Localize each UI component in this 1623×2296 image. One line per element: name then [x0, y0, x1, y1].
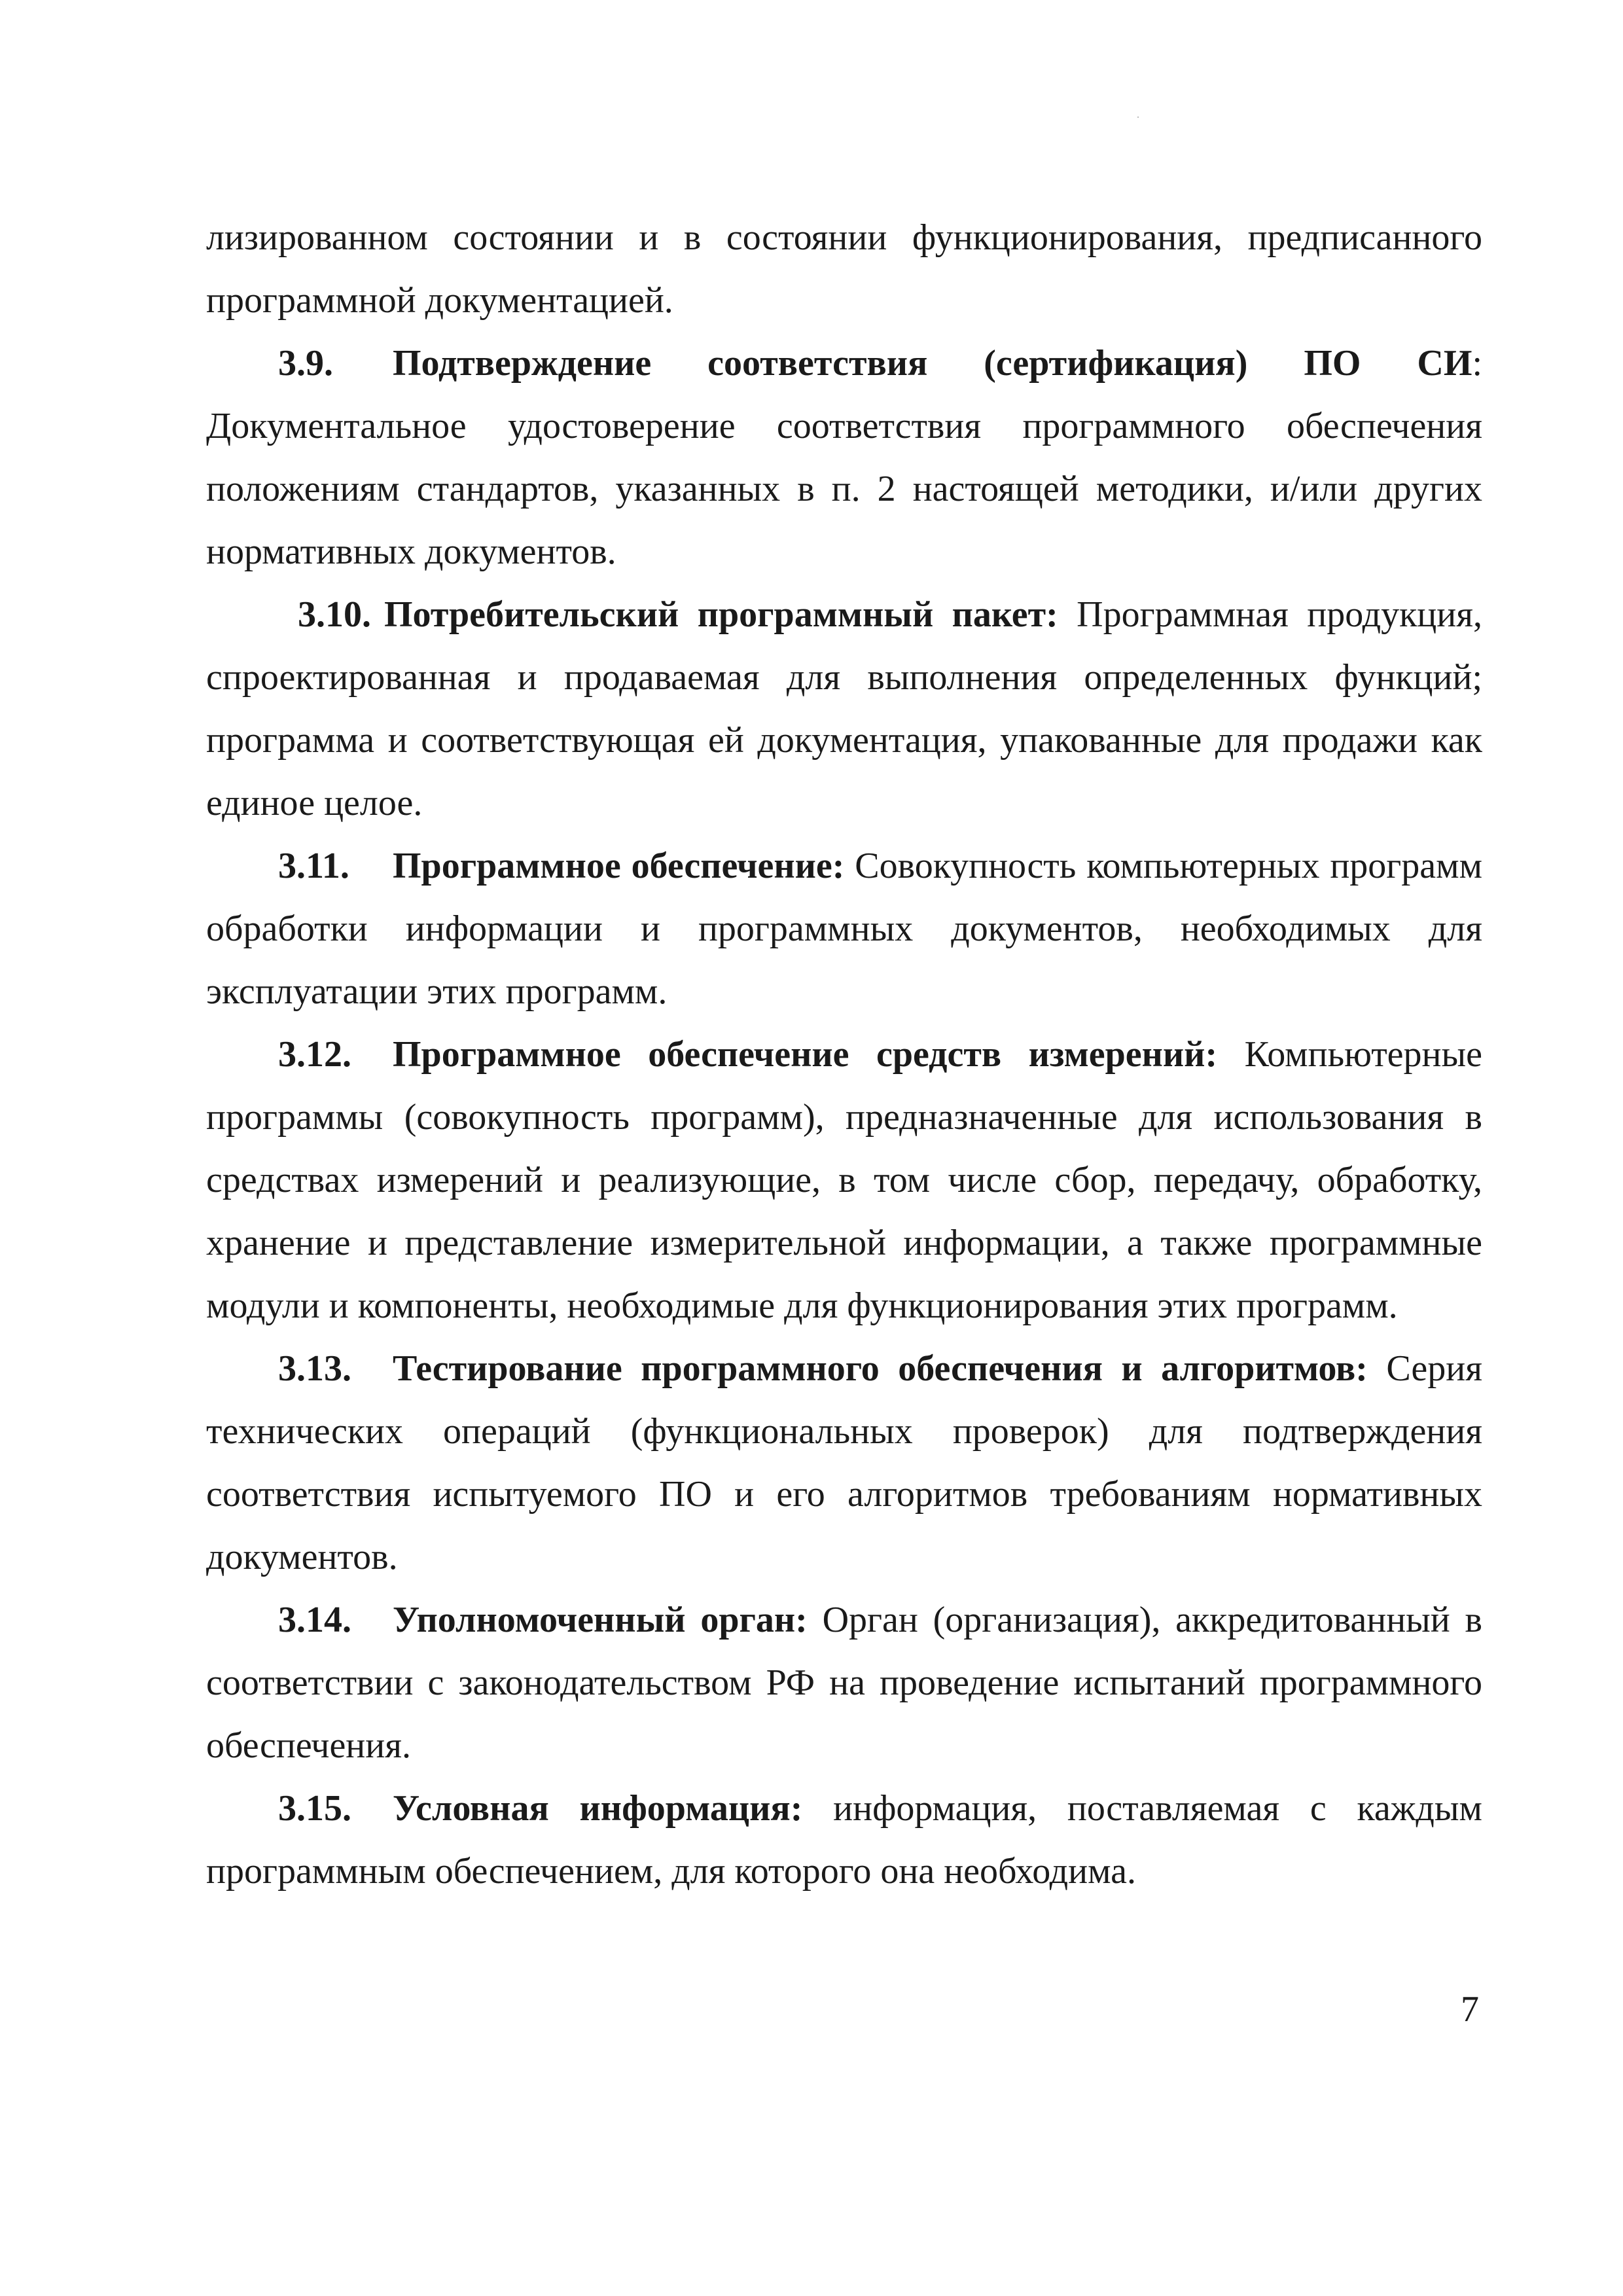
definition-text: информация, поставляемая с каждым программным обеспечением, для которого она необходима. [206, 1788, 1482, 1892]
intro-paragraph [206, 206, 1482, 332]
definition-3-9 [206, 332, 1482, 583]
definition-text: Совокупность компьютерных программ обработки информации и программных документов, необходимых для эксплуатации этих программ. [206, 846, 1482, 1012]
definition-text: Орган (организация), аккредитованный в соответствии с законодательством РФ на проведение испытаний программного обеспечения. [206, 1600, 1482, 1766]
definition-term: Программное обеспечение: [393, 846, 845, 886]
definition-number: 3.13. [278, 1348, 351, 1389]
definition-term: Подтверждение соответствия (сертификация) ПО СИ [393, 343, 1472, 384]
definition-number: 3.14. [278, 1600, 351, 1640]
definitions-text [206, 206, 1482, 1903]
page-number: 7 [1461, 1989, 1479, 2030]
definition-number: 3.10. [298, 594, 371, 635]
definition-3-12 [206, 1023, 1482, 1337]
definition-3-15 [206, 1777, 1482, 1903]
definition-3-11 [206, 834, 1482, 1023]
definition-text: Программная продукция, спроектированная и продаваемая для выполнения определенных функций; программа и соответствующая ей документация, упакованные для продажи как единое целое. [206, 594, 1482, 823]
definition-number: 3.12. [278, 1034, 351, 1075]
definition-number: 3.11. [278, 846, 349, 886]
scan-speck [1137, 117, 1139, 118]
definition-text: Документальное удостоверение соответствия программного обеспечения положениям стандартов, указанных в п. 2 настоящей методики, и/или других нормативных документов. [206, 406, 1482, 572]
definition-3-13 [206, 1337, 1482, 1588]
definition-term: Тестирование программного обеспечения и алгоритмов: [393, 1348, 1368, 1389]
definition-text: Серия технических операций (функциональных проверок) для подтверждения соответствия испытуемого ПО и его алгоритмов требованиям нормативных документов. [206, 1348, 1482, 1577]
definition-3-10 [206, 583, 1482, 834]
definition-text: Компьютерные программы (совокупность программ), предназначенные для использования в средствах измерений и реализующие, в том числе сбор, передачу, обработку, хранение и представление измерительной информации, а также программные модули и компоненты, необходимые для функционирования этих программ. [206, 1034, 1482, 1326]
definition-3-14 [206, 1588, 1482, 1777]
definition-term: Уполномоченный орган: [393, 1600, 808, 1640]
definition-term: Условная информация: [393, 1788, 803, 1829]
definition-separator: : [1472, 343, 1482, 384]
definition-term: Потребительский программный пакет: [384, 594, 1058, 635]
definition-number: 3.9. [278, 343, 333, 384]
intro-text: лизированном состоянии и в состоянии функционирования, предписанного программной документацией. [206, 217, 1482, 321]
definition-number: 3.15. [278, 1788, 351, 1829]
definition-term: Программное обеспечение средств измерений: [393, 1034, 1218, 1075]
